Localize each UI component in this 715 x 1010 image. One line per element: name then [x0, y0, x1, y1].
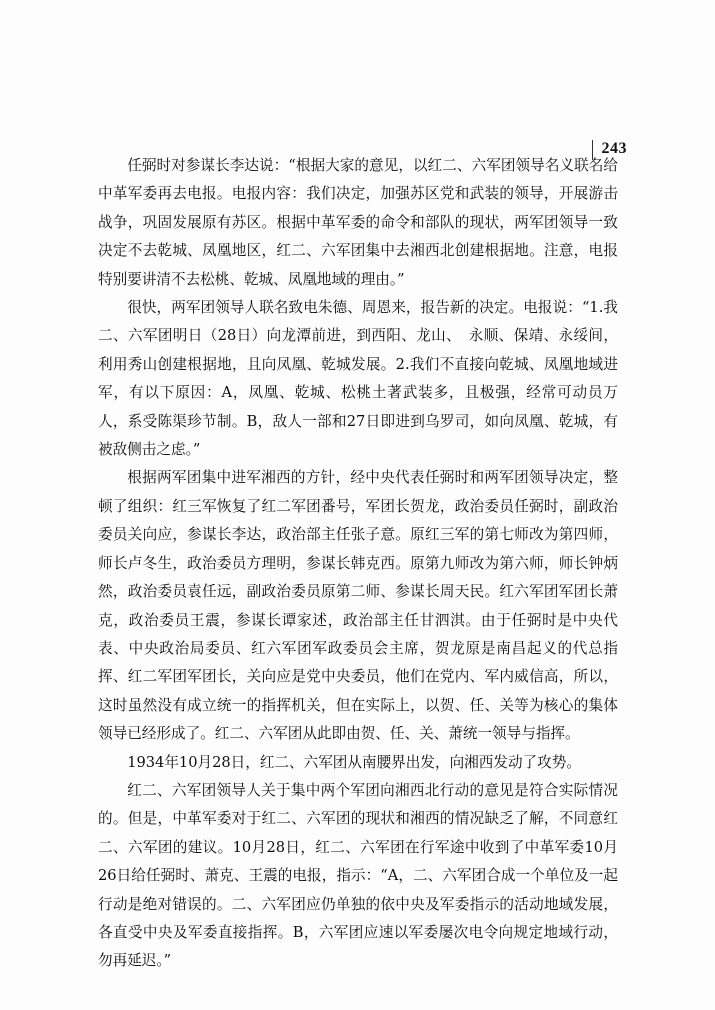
- paragraph: 红二、六军团领导人关于集中两个军团向湘西北行动的意见是符合实际情况的。但是，中革军委对于红二、六军团的现状和湘西的情况缺乏了解，不同意红二、六军团的建议。10月28日，红二、六军团在行军途中收到了中革军委10月26日给任弼时、萧克、王震的电报，指示：“A，二、六军团合成一个单位及一起行动是绝对错误的。二、六军团应仍单独的依中央及军委指示的活动地域发展，各直受中央及军委直接指挥。B，六军团应速以军委屡次电令向规定地域行动，勿再延迟。”: [98, 781, 618, 970]
- paragraph: 任弼时对参谋长李达说：“根据大家的意见，以红二、六军团领导名义联名给中革军委再去电报。电报内容：我们决定，加强苏区党和武装的领导，开展游击战争，巩固发展原有苏区。根据中革军委的命令和部队的现状，两军团领导一致决定不去乾城、凤凰地区，红二、六军团集中去湘西北创建根据地。注意，电报特别要讲清不去松桃、乾城、凤凰地域的理由。”: [98, 157, 618, 288]
- paragraph: 很快，两军团领导人联名致电朱德、周恩来，报告新的决定。电报说：“1.我二、六军团明日（28日）向龙潭前进，到西阳、龙山、 永顺、保靖、永绥间，利用秀山创建根据地，且向凤凰、乾城发展。2.我们不直接向乾城、凤凰地域进军，有以下原因：A，凤凰、乾城、松桃土著武装多，且极强，经常可动员万人，系受陈渠珍节制。B，敌人一部和27日即进到乌罗司，如向凤凰、乾城，有被敌侧击之虑。”: [98, 299, 618, 459]
- page-number: 243: [601, 140, 627, 157]
- paragraph: 1934年10月28日，红二、六军团从南腰界出发，向湘西发动了攻势。: [127, 753, 581, 771]
- paragraph: 根据两军团集中进军湘西的方针，经中央代表任弼时和两军团领导决定，整顿了组织：红三军恢复了红二军团番号，军团长贺龙，政治委员任弼时，副政治委员关向应，参谋长李达，政治部主任张子意。原红三军的第七师改为第四师，师长卢冬生，政治委员方理明，参谋长韩克西。原第九师改为第六师，师长钟炳然，政治委员袁任远，副政治委员原第二师、参谋长周天民。红六军团军团长萧克，政治委员王震，参谋长谭家述，政治部主任甘泗淇。由于任弼时是中央代表、中央政治局委员、红六军团军政委员会主席，贺龙原是南昌起义的代总指挥、红二军团军团长，关向应是党中央委员，他们在党内、军内威信高，所以，这时虽然没有成立统一的指挥机关，但在实际上，以贺、任、关等为核心的集体领导已经形成了。红二、六军团从此即由贺、任、关、萧统一领导与指挥。: [98, 469, 618, 743]
- body-text: [98, 152, 618, 976]
- page-header: [0, 70, 715, 157]
